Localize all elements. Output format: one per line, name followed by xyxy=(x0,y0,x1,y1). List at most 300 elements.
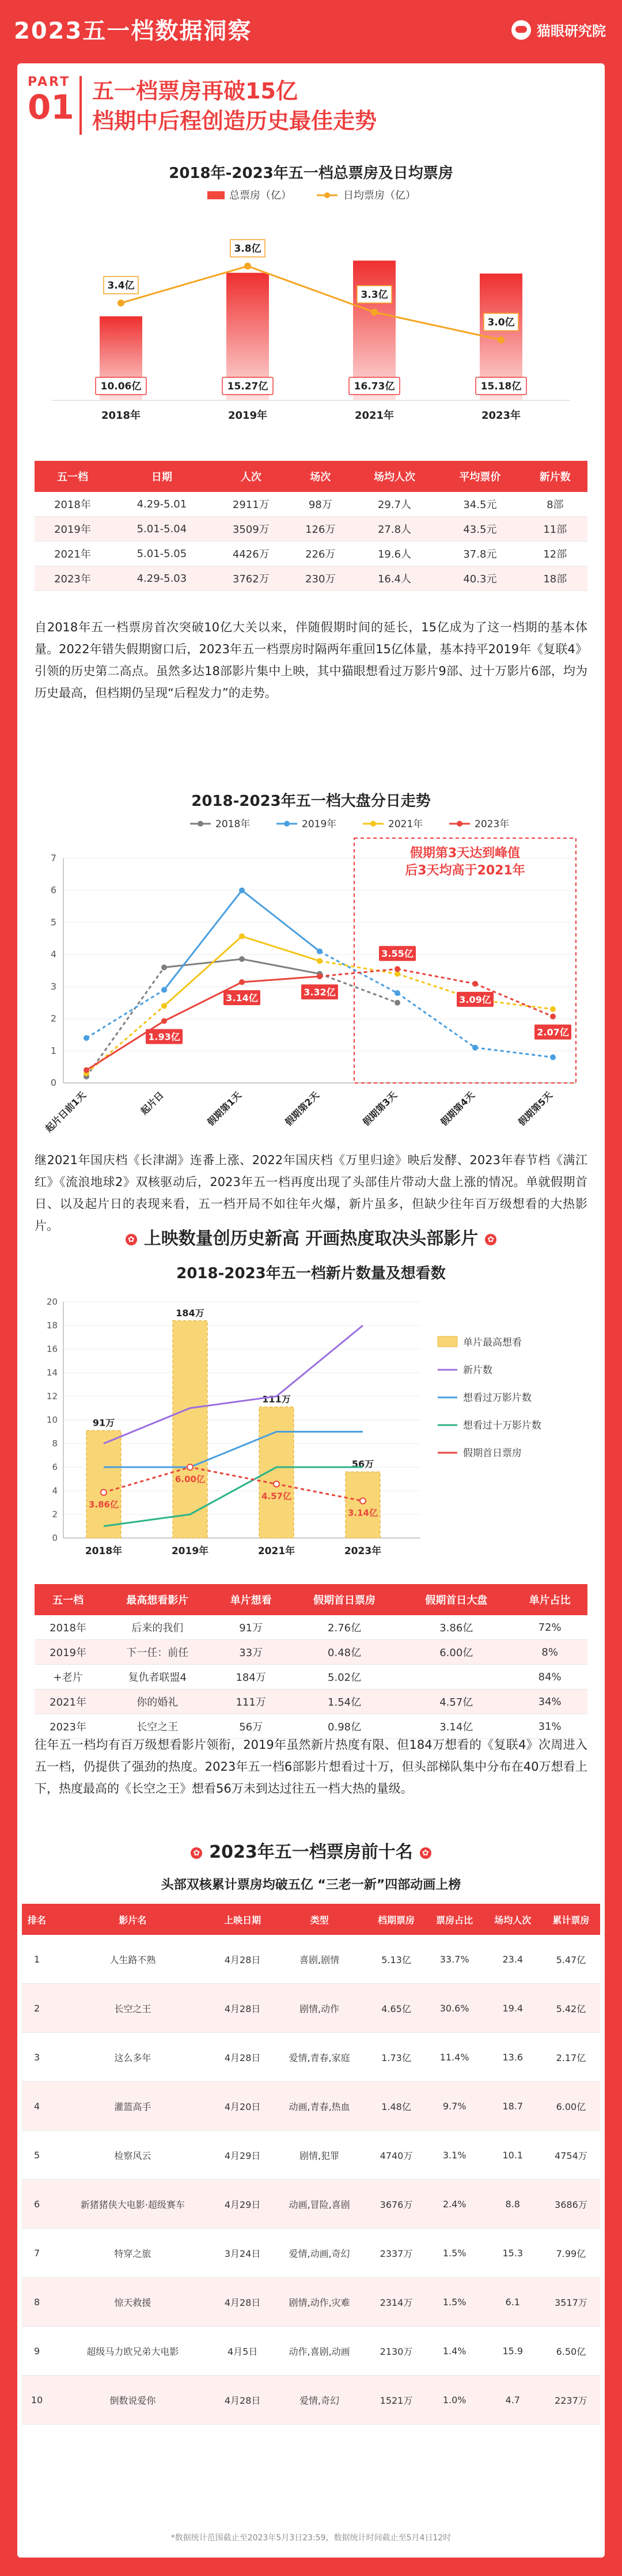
point xyxy=(395,966,400,972)
top10-cell: 4月28日 xyxy=(214,1935,272,1984)
y-tick-label: 18 xyxy=(46,1320,58,1331)
legend-label: 想看过十万影片数 xyxy=(463,1420,541,1431)
wish-cell: 84% xyxy=(512,1665,587,1689)
top10-cell: 5.13亿 xyxy=(367,1935,425,1984)
wish-cell: +老片 xyxy=(35,1665,101,1689)
data-label: 3.0亿 xyxy=(487,317,515,328)
wish-cell: 111万 xyxy=(213,1689,289,1714)
section-headline xyxy=(92,76,377,136)
wish-cell: 2.76亿 xyxy=(289,1615,400,1640)
summary-cell: 226万 xyxy=(289,541,352,566)
legend-marker xyxy=(457,821,462,827)
part-word: PART xyxy=(28,75,71,89)
legend-label: 假期首日票房 xyxy=(463,1448,522,1459)
summary-cell: 40.3元 xyxy=(437,566,522,591)
bar xyxy=(173,1321,207,1538)
x-tick-label: 2023年 xyxy=(481,410,521,422)
point xyxy=(498,336,505,343)
top10-cell: 动作,喜剧,动画 xyxy=(272,2327,367,2376)
brand-name: 猫眼研究院 xyxy=(537,23,606,39)
wish-cell: 下一任：前任 xyxy=(101,1640,213,1665)
y-tick-label: 7 xyxy=(50,853,56,863)
table-row xyxy=(22,2278,600,2327)
wish-cell: 72% xyxy=(512,1615,587,1640)
series-segment xyxy=(86,967,164,1076)
point xyxy=(84,1067,89,1073)
top10-cell: 6 xyxy=(22,2180,52,2229)
top10-cell: 4740万 xyxy=(367,2131,425,2180)
top10-cell: 1.0% xyxy=(426,2376,484,2425)
wish-cell: 0.98亿 xyxy=(289,1714,400,1739)
series-segment xyxy=(242,976,320,982)
top10-cell: 4 xyxy=(22,2082,52,2131)
data-label: 1.93亿 xyxy=(148,1031,180,1043)
wish-cell: 56万 xyxy=(213,1714,289,1739)
x-tick-label: 假期第1天 xyxy=(205,1089,244,1128)
x-tick-label: 起片日前1天 xyxy=(43,1089,88,1135)
y-tick-label: 0 xyxy=(50,1077,56,1088)
top10-cell: 4月28日 xyxy=(214,2376,272,2425)
summary-cell: 11部 xyxy=(523,517,587,541)
x-tick-label: 2018年 xyxy=(85,1545,123,1557)
data-label: 3.4亿 xyxy=(107,280,135,291)
y-tick-label: 6 xyxy=(52,1462,58,1472)
point xyxy=(550,1014,556,1020)
data-label: 3.55亿 xyxy=(381,948,414,960)
flower-icon: ✿ xyxy=(485,1234,496,1245)
content-card xyxy=(17,63,605,2558)
summary-cell: 19.6人 xyxy=(352,541,437,566)
summary-cell: 29.7人 xyxy=(352,492,437,517)
x-tick-label: 2019年 xyxy=(171,1545,209,1557)
table-row xyxy=(35,1640,587,1665)
summary-cell: 3762万 xyxy=(213,566,289,591)
wish-cell: 31% xyxy=(512,1714,587,1739)
y-tick-label: 4 xyxy=(50,949,56,960)
top10-cell: 30.6% xyxy=(426,1984,484,2033)
summary-cell: 2911万 xyxy=(213,492,289,517)
paragraph-2: 继2021年国庆档《长津湖》连番上涨、2022年国庆档《万里归途》映后发酵、2023年春节档《满江红》《流浪地球2》双核驱动后，2023年五一档再度出现了头部佳片带动大盘上涨的情况。单就假期首日、以及起片日的表现来看，五一档开局不如往年火爆，新片虽多，但缺少往年百万级想看的大热影片。 xyxy=(35,1153,587,1233)
top10-cell: 检察风云 xyxy=(52,2131,213,2180)
y-tick-label: 3 xyxy=(50,980,56,992)
bar xyxy=(86,1430,121,1538)
summary-cell: 27.8人 xyxy=(352,517,437,541)
top10-cell: 11.4% xyxy=(426,2033,484,2082)
summary-cell: 34.5元 xyxy=(437,492,522,517)
top10-cell: 9 xyxy=(22,2327,52,2376)
top10-header-cell: 影片名 xyxy=(52,1904,213,1935)
legend-label: 2019年 xyxy=(302,819,337,830)
new-films-combo-chart xyxy=(17,1285,605,1573)
top10-cell: 灌篮高手 xyxy=(52,2082,213,2131)
top10-cell: 新猪猪侠大电影·超级赛车 xyxy=(52,2180,213,2229)
table-row xyxy=(35,1665,587,1689)
top10-cell: 爱情,奇幻 xyxy=(272,2376,367,2425)
point xyxy=(161,1018,167,1024)
top10-cell: 4.7 xyxy=(484,2376,542,2425)
table-row xyxy=(22,2376,600,2425)
top10-cell: 5.42亿 xyxy=(542,1984,600,2033)
y-tick-label: 8 xyxy=(52,1438,58,1449)
annotation-text: 假期第3天达到峰值 xyxy=(409,846,521,861)
top10-cell: 4月5日 xyxy=(214,2327,272,2376)
legend-marker-daily xyxy=(324,192,330,198)
series-line xyxy=(104,1432,363,1468)
point xyxy=(472,1045,478,1051)
x-tick-label: 假期第3天 xyxy=(361,1089,399,1128)
top10-header-cell: 类型 xyxy=(272,1904,367,1935)
data-label: 10.06亿 xyxy=(100,381,142,392)
series-segment xyxy=(164,959,242,967)
table-row xyxy=(35,517,587,541)
legend-label: 新片数 xyxy=(463,1365,492,1376)
top10-cell: 6.50亿 xyxy=(542,2327,600,2376)
y-tick-label: 6 xyxy=(50,884,56,896)
top10-cell: 2 xyxy=(22,1984,52,2033)
legend-label-daily: 日均票房（亿） xyxy=(343,190,416,202)
wish-cell: 2021年 xyxy=(35,1689,101,1714)
table-row xyxy=(22,2131,600,2180)
top10-cell: 7 xyxy=(22,2229,52,2278)
top10-cell: 7.99亿 xyxy=(542,2229,600,2278)
top10-cell: 1.5% xyxy=(426,2229,484,2278)
series-segment xyxy=(475,1048,553,1058)
y-tick-label: 1 xyxy=(50,1045,56,1056)
y-tick-label: 12 xyxy=(46,1391,58,1401)
series-segment xyxy=(242,959,320,974)
series-segment xyxy=(320,969,397,976)
summary-cell: 16.4人 xyxy=(352,566,437,591)
wish-cell: 3.14亿 xyxy=(400,1714,512,1739)
wish-cell: 5.02亿 xyxy=(289,1665,400,1689)
wish-cell: 184万 xyxy=(213,1665,289,1689)
headline-line-2: 档期中后程创造历史最佳走势 xyxy=(92,108,377,134)
top10-cell: 2337万 xyxy=(367,2229,425,2278)
top10-cell: 3517万 xyxy=(542,2278,600,2327)
x-tick-label: 2018年 xyxy=(101,410,141,422)
top10-cell: 3686万 xyxy=(542,2180,600,2229)
top10-cell: 长空之王 xyxy=(52,1984,213,2033)
wish-cell: 2023年 xyxy=(35,1714,101,1739)
point xyxy=(239,956,245,962)
wish-cell: 复仇者联盟4 xyxy=(101,1665,213,1689)
top10-cell: 2.4% xyxy=(426,2180,484,2229)
legend-marker xyxy=(284,821,290,827)
part-number: 01 xyxy=(28,88,74,127)
x-tick-label: 假期第2天 xyxy=(283,1089,321,1128)
series-segment xyxy=(242,891,320,952)
top10-cell: 4754万 xyxy=(542,2131,600,2180)
top-banner xyxy=(0,0,622,63)
y-tick-label: 20 xyxy=(46,1297,58,1307)
flower-icon: ✿ xyxy=(191,1847,202,1859)
wish-cell: 2019年 xyxy=(35,1640,101,1665)
top10-cell: 33.7% xyxy=(426,1935,484,1984)
wish-header-cell: 五一档 xyxy=(35,1584,101,1615)
top10-cell: 动画,冒险,喜剧 xyxy=(272,2180,367,2229)
data-label: 3.14亿 xyxy=(226,992,258,1004)
legend-swatch-total xyxy=(207,191,225,199)
top10-cell: 1.5% xyxy=(426,2278,484,2327)
top10-cell: 3676万 xyxy=(367,2180,425,2229)
wish-cell: 3.86亿 xyxy=(400,1615,512,1640)
point xyxy=(550,1054,556,1060)
top10-cell: 2314万 xyxy=(367,2278,425,2327)
top10-cell: 超级马力欧兄弟大电影 xyxy=(52,2327,213,2376)
y-tick-label: 2 xyxy=(52,1509,58,1520)
x-tick-label: 2021年 xyxy=(257,1545,295,1557)
top10-cell: 19.4 xyxy=(484,1984,542,2033)
top10-cell: 1.48亿 xyxy=(367,2082,425,2131)
top10-cell: 特穿之旅 xyxy=(52,2229,213,2278)
table-row xyxy=(22,2033,600,2082)
series-segment xyxy=(242,936,320,961)
summary-header-cell: 日期 xyxy=(111,461,213,492)
top10-cell: 4月20日 xyxy=(214,2082,272,2131)
wish-cell: 0.48亿 xyxy=(289,1640,400,1665)
legend-label: 想看过万影片数 xyxy=(463,1392,532,1404)
chart1-title: 2018年-2023年五一档总票房及日均票房 xyxy=(169,165,453,182)
top10-cell: 6.1 xyxy=(484,2278,542,2327)
point xyxy=(395,1000,400,1006)
wish-cell: 8% xyxy=(512,1640,587,1665)
series-line xyxy=(104,1325,363,1444)
point xyxy=(317,973,323,979)
wish-header-cell: 假期首日大盘 xyxy=(400,1584,512,1615)
top10-cell: 倒数说爱你 xyxy=(52,2376,213,2425)
chart3-title: 2018-2023年五一档新片数量及想看数 xyxy=(176,1265,446,1282)
summary-cell: 8部 xyxy=(523,492,587,517)
data-label: 6.00亿 xyxy=(175,1474,206,1484)
wish-header-cell: 假期首日票房 xyxy=(289,1584,400,1615)
top10-cell: 3.1% xyxy=(426,2131,484,2180)
top10-cell: 人生路不熟 xyxy=(52,1935,213,1984)
table-row xyxy=(22,1935,600,1984)
summary-cell: 37.8元 xyxy=(437,541,522,566)
top10-cell: 爱情,动画,奇幻 xyxy=(272,2229,367,2278)
wish-cell: 6.00亿 xyxy=(400,1640,512,1665)
top10-cell: 6.00亿 xyxy=(542,2082,600,2131)
wish-cell: 91万 xyxy=(213,1615,289,1640)
point xyxy=(117,300,124,306)
wish-cell: 长空之王 xyxy=(101,1714,213,1739)
top10-header-cell: 场均人次 xyxy=(484,1904,542,1935)
data-label: 111万 xyxy=(262,1393,291,1405)
top10-header-cell: 上映日期 xyxy=(214,1904,272,1935)
daily-trend-line-chart xyxy=(17,812,605,1135)
data-label: 3.8亿 xyxy=(234,243,261,255)
summary-cell: 4426万 xyxy=(213,541,289,566)
paragraph-3: 往年五一档均有百万级想看影片领衔，2019年虽然新片热度有限、但184万想看的《复联4》次周进入五一档，仍提供了强劲的热度。2023年五一档6部影片想看过十万，但头部梯队集中分布在40万想看上下，热度最高的《长空之王》想看56万未到达过往五一档大热的量级。 xyxy=(35,1738,587,1795)
table-row xyxy=(35,541,587,566)
headline-line-1: 五一档票房再破15亿 xyxy=(92,78,298,104)
brand xyxy=(511,20,606,40)
flower-icon: ✿ xyxy=(420,1847,431,1859)
point xyxy=(161,964,167,970)
top10-cell: 2130万 xyxy=(367,2327,425,2376)
top10-header-cell: 累计票房 xyxy=(542,1904,600,1935)
x-tick-label: 起片日 xyxy=(138,1089,166,1117)
top-wish-table xyxy=(35,1584,587,1739)
top10-cell: 5.47亿 xyxy=(542,1935,600,1984)
top10-cell: 1521万 xyxy=(367,2376,425,2425)
x-tick-label: 假期第5天 xyxy=(516,1089,555,1128)
top10-cell: 剧情,犯罪 xyxy=(272,2131,367,2180)
wish-cell: 后来的我们 xyxy=(101,1615,213,1640)
wish-cell: 2018年 xyxy=(35,1615,101,1640)
table-row xyxy=(35,1615,587,1640)
top10-cell: 18.7 xyxy=(484,2082,542,2131)
top10-header-cell: 档期票房 xyxy=(367,1904,425,1935)
point xyxy=(360,1498,366,1504)
table-row xyxy=(22,1984,600,2033)
bar xyxy=(346,1472,380,1538)
wish-cell: 你的婚礼 xyxy=(101,1689,213,1714)
top10-cell: 23.4 xyxy=(484,1935,542,1984)
top10-cell: 2237万 xyxy=(542,2376,600,2425)
summary-table xyxy=(35,461,587,591)
summary-cell: 4.29-5.01 xyxy=(111,492,213,517)
point xyxy=(371,309,378,316)
data-label: 15.18亿 xyxy=(480,381,522,392)
point xyxy=(395,990,400,996)
table-row xyxy=(22,2180,600,2229)
summary-cell: 2018年 xyxy=(35,492,111,517)
legend-marker xyxy=(198,821,203,827)
page-title: 2023五一档数据洞察 xyxy=(14,18,252,44)
data-label: 15.27亿 xyxy=(227,381,268,392)
data-label: 3.3亿 xyxy=(361,289,388,301)
summary-cell: 5.01-5.04 xyxy=(111,517,213,541)
table-row xyxy=(22,2327,600,2376)
top10-cell: 剧情,动作,灾难 xyxy=(272,2278,367,2327)
table-row xyxy=(35,492,587,517)
top10-cell: 10 xyxy=(22,2376,52,2425)
summary-header-cell: 场均人次 xyxy=(352,461,437,492)
top10-cell: 喜剧,剧情 xyxy=(272,1935,367,1984)
point xyxy=(274,1481,279,1487)
section-3-title: 2023年五一档票房前十名 xyxy=(209,1842,413,1862)
bar xyxy=(259,1407,294,1538)
top10-cell: 2.17亿 xyxy=(542,2033,600,2082)
summary-cell: 98万 xyxy=(289,492,352,517)
point xyxy=(187,1464,193,1470)
summary-cell: 5.01-5.05 xyxy=(111,541,213,566)
y-tick-label: 14 xyxy=(46,1367,58,1378)
table-row xyxy=(22,2229,600,2278)
top10-cell: 4月29日 xyxy=(214,2180,272,2229)
point xyxy=(239,888,245,893)
summary-cell: 18部 xyxy=(523,566,587,591)
table-row xyxy=(35,1689,587,1714)
point xyxy=(84,1035,89,1041)
summary-header-cell: 五一档 xyxy=(35,461,111,492)
summary-cell: 126万 xyxy=(289,517,352,541)
maoyan-logo-icon xyxy=(511,20,531,40)
summary-cell: 2023年 xyxy=(35,566,111,591)
summary-cell: 2019年 xyxy=(35,517,111,541)
section-2-title: 上映数量创历史新高 开画热度取决头部影片 xyxy=(143,1229,479,1249)
legend-marker xyxy=(370,821,376,827)
top10-cell: 1.73亿 xyxy=(367,2033,425,2082)
point xyxy=(161,987,167,992)
point xyxy=(101,1490,107,1495)
flower-icon: ✿ xyxy=(126,1234,137,1245)
top10-cell: 4月28日 xyxy=(214,2033,272,2082)
top10-cell: 惊天救援 xyxy=(52,2278,213,2327)
data-label: 56万 xyxy=(351,1459,374,1470)
wish-cell: 34% xyxy=(512,1689,587,1714)
data-label: 16.73亿 xyxy=(354,381,395,392)
data-label: 3.32亿 xyxy=(304,987,336,998)
series-segment xyxy=(397,969,475,984)
top10-cell: 1.4% xyxy=(426,2327,484,2376)
y-tick-label: 0 xyxy=(52,1533,58,1543)
top10-cell: 15.3 xyxy=(484,2229,542,2278)
wish-header-cell: 单片占比 xyxy=(512,1584,587,1615)
legend-label: 单片最高想看 xyxy=(463,1337,522,1348)
top10-cell: 8 xyxy=(22,2278,52,2327)
summary-header-cell: 新片数 xyxy=(523,461,587,492)
top10-cell: 这么多年 xyxy=(52,2033,213,2082)
top10-cell: 10.1 xyxy=(484,2131,542,2180)
legend-label: 2023年 xyxy=(475,819,510,830)
series-segment xyxy=(164,891,242,990)
top10-cell: 3 xyxy=(22,2033,52,2082)
data-label: 3.09亿 xyxy=(459,994,491,1005)
chart2-title: 2018-2023年五一档大盘分日走势 xyxy=(191,793,431,810)
summary-cell: 4.29-5.03 xyxy=(111,566,213,591)
data-label: 4.57亿 xyxy=(261,1491,292,1502)
summary-header-cell: 平均票价 xyxy=(437,461,522,492)
point xyxy=(239,933,245,939)
top10-cell: 爱情,青春,家庭 xyxy=(272,2033,367,2082)
legend-swatch xyxy=(438,1336,457,1347)
summary-cell: 43.5元 xyxy=(437,517,522,541)
top10-table xyxy=(22,1904,600,2425)
top10-cell: 5 xyxy=(22,2131,52,2180)
top10-header-cell: 排名 xyxy=(22,1904,52,1935)
data-label: 3.14亿 xyxy=(347,1507,378,1518)
x-tick-label: 2023年 xyxy=(344,1545,382,1557)
y-tick-label: 4 xyxy=(52,1486,58,1496)
summary-cell: 12部 xyxy=(523,541,587,566)
x-tick-label: 2019年 xyxy=(227,410,268,422)
summary-header-cell: 场次 xyxy=(289,461,352,492)
section-3-heading xyxy=(17,1838,605,1863)
top10-cell: 13.6 xyxy=(484,2033,542,2082)
top10-cell: 15.9 xyxy=(484,2327,542,2376)
chart1-legend xyxy=(207,190,416,202)
y-tick-label: 2 xyxy=(50,1013,56,1024)
annotation-text: 后3天均高于2021年 xyxy=(405,863,525,878)
x-tick-label: 2021年 xyxy=(354,410,395,422)
wish-cell: 33万 xyxy=(213,1640,289,1665)
table-row xyxy=(22,2082,600,2131)
wish-cell: 1.54亿 xyxy=(289,1689,400,1714)
top10-cell: 3月24日 xyxy=(214,2229,272,2278)
wish-cell xyxy=(400,1665,512,1689)
summary-header-cell: 人次 xyxy=(213,461,289,492)
legend-label: 2018年 xyxy=(215,819,251,830)
part-label xyxy=(28,75,74,127)
top10-cell: 4月29日 xyxy=(214,2131,272,2180)
top10-cell: 动画,青春,热血 xyxy=(272,2082,367,2131)
top10-cell: 4月28日 xyxy=(214,1984,272,2033)
summary-cell: 2021年 xyxy=(35,541,111,566)
point xyxy=(317,949,323,954)
top10-cell: 4月28日 xyxy=(214,2278,272,2327)
